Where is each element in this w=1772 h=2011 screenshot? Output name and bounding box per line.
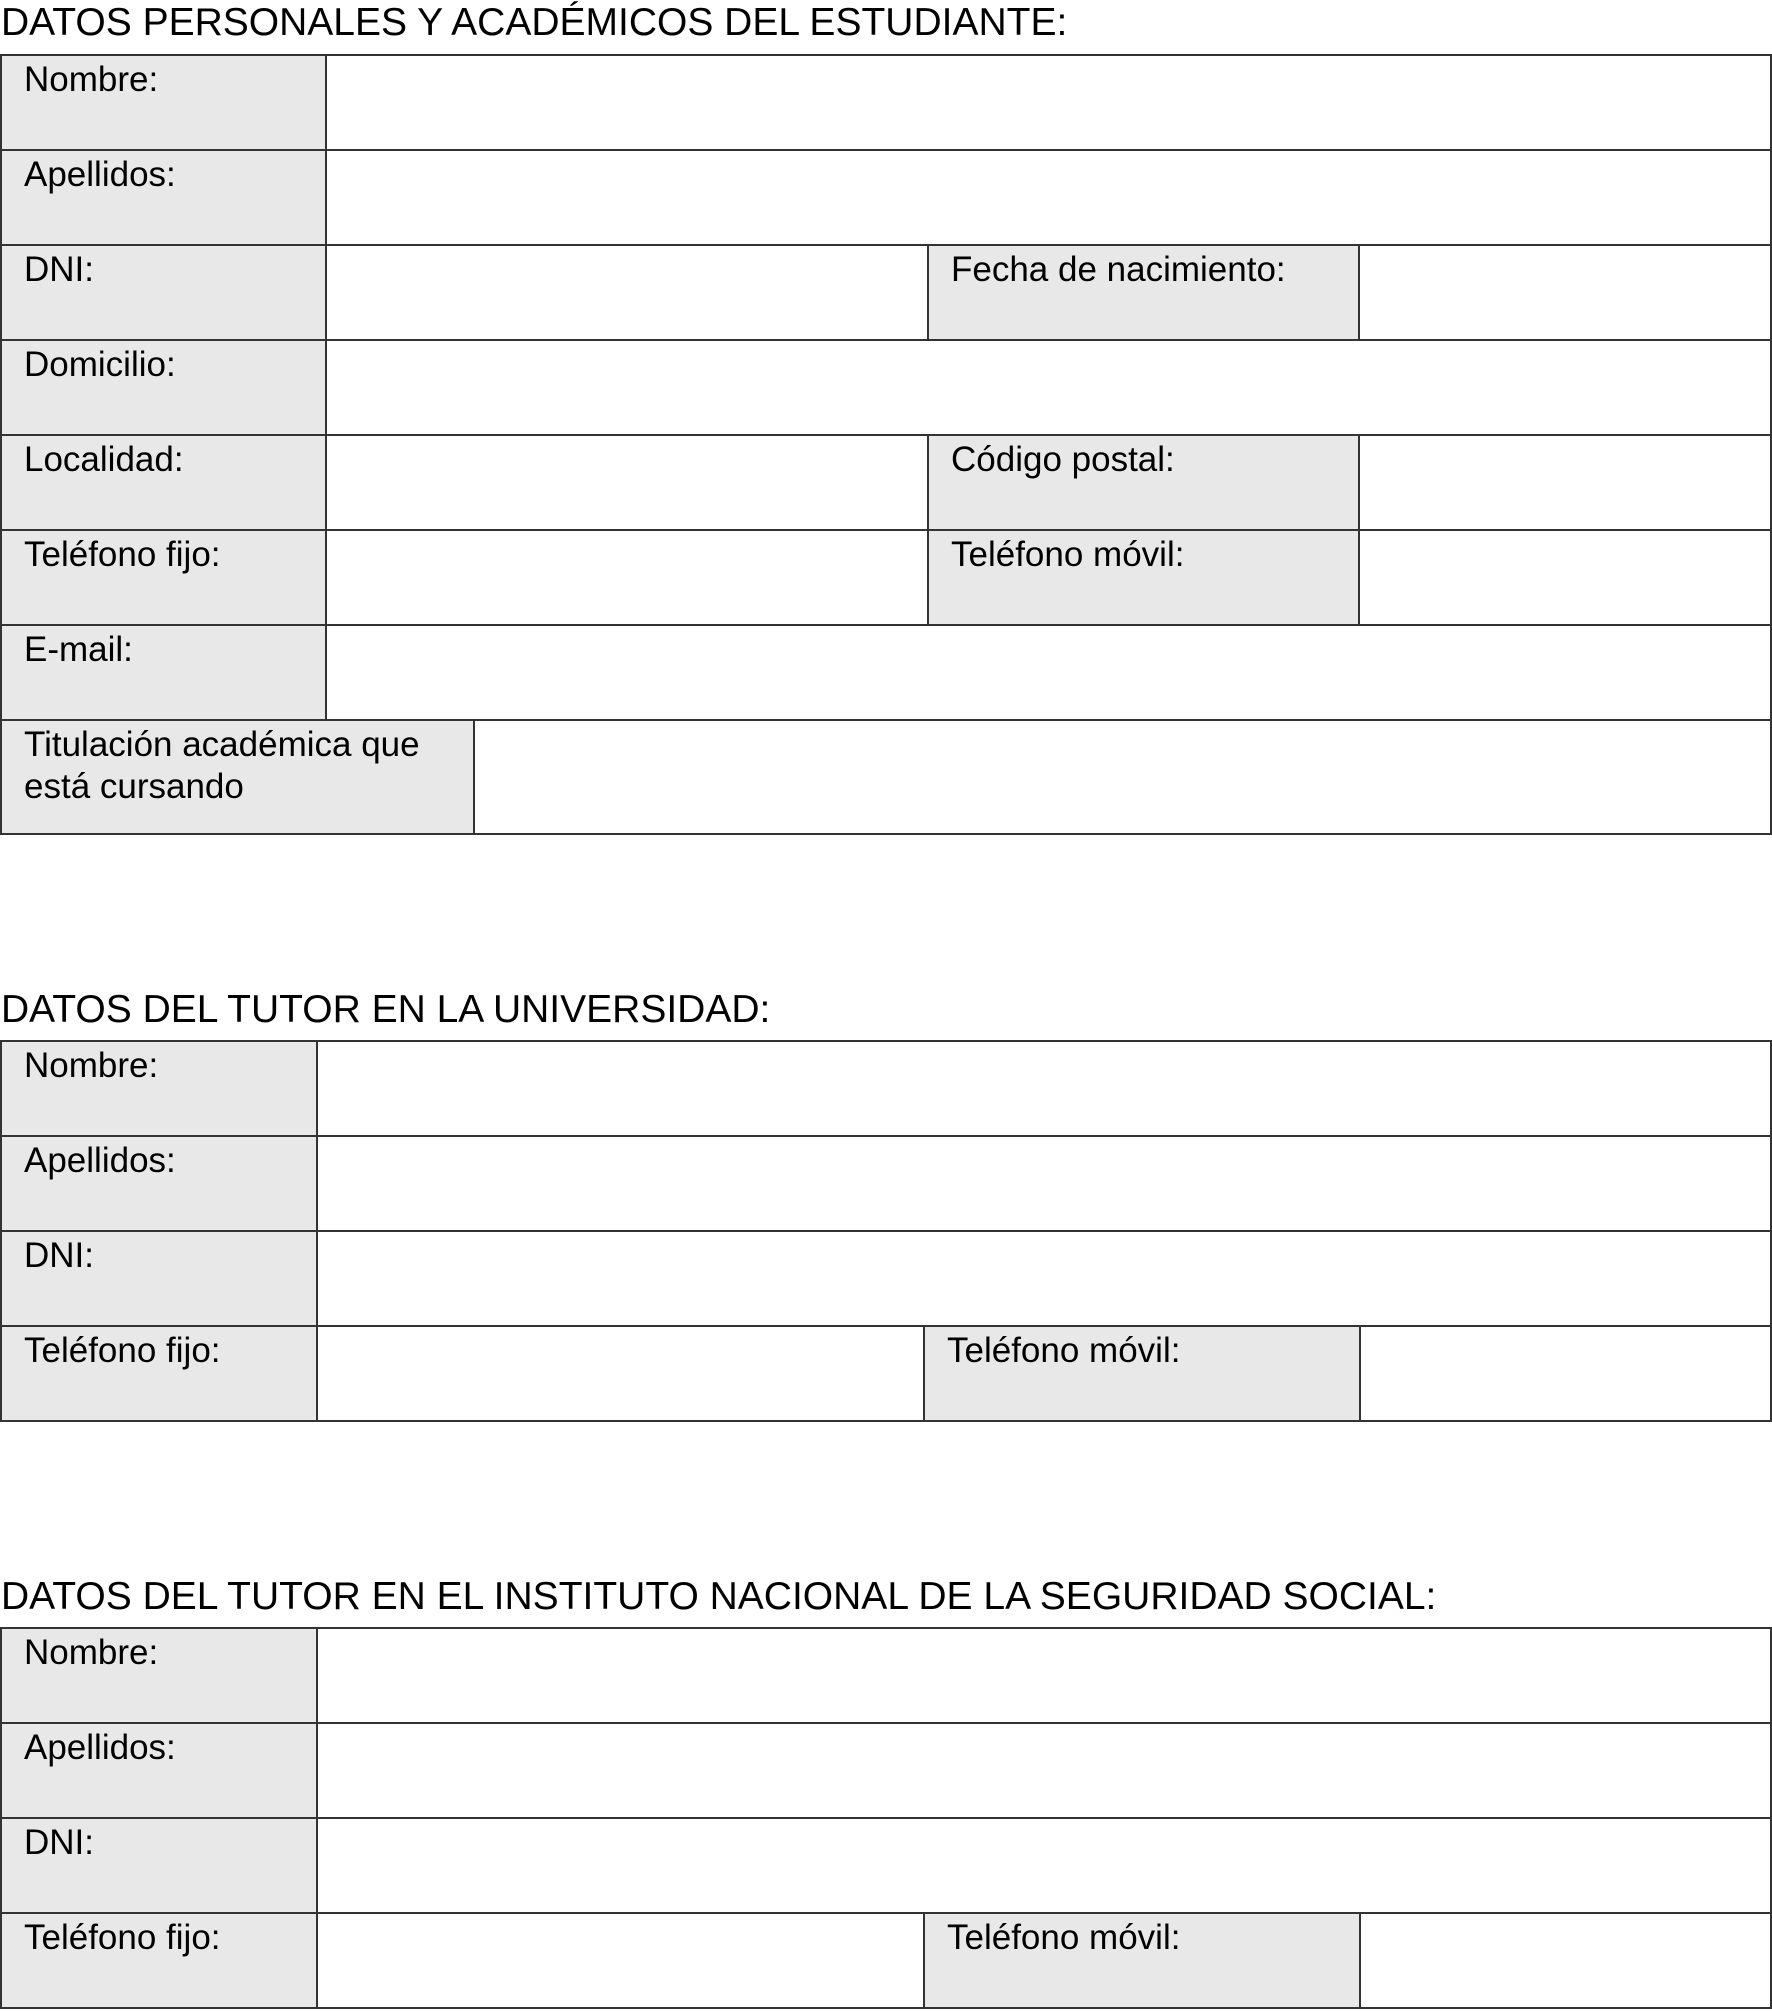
student-apellidos-label: Apellidos: <box>24 155 176 194</box>
university-tutor-telefono-movil-label: Teléfono móvil: <box>947 1331 1181 1370</box>
student-telefono-fijo-label: Teléfono fijo: <box>24 535 221 574</box>
student-localidad-field[interactable] <box>325 434 929 531</box>
inss-tutor-dni-field[interactable] <box>316 1817 1772 1914</box>
inss-tutor-nombre-label-cell <box>0 1627 318 1724</box>
student-fecha-nacimiento-field[interactable] <box>1358 244 1772 341</box>
inss-tutor-section-title: DATOS DEL TUTOR EN EL INSTITUTO NACIONAL DE LA SEGURIDAD SOCIAL: <box>1 1575 1437 1618</box>
university-tutor-nombre-label: Nombre: <box>24 1046 159 1085</box>
university-tutor-nombre-field[interactable] <box>316 1040 1772 1137</box>
inss-tutor-telefono-fijo-field[interactable] <box>316 1912 925 2009</box>
student-titulacion-label: Titulación académica que está cursando <box>24 725 420 806</box>
student-dni-label: DNI: <box>24 250 94 289</box>
student-domicilio-label: Domicilio: <box>24 345 176 384</box>
inss-tutor-telefono-fijo-label: Teléfono fijo: <box>24 1918 221 1957</box>
student-codigo-postal-label-cell <box>927 434 1360 531</box>
student-telefono-fijo-label-cell <box>0 529 327 626</box>
student-telefono-fijo-field[interactable] <box>325 529 929 626</box>
student-dni-field[interactable] <box>325 244 929 341</box>
student-apellidos-label-cell <box>0 149 327 246</box>
student-localidad-label-cell <box>0 434 327 531</box>
university-tutor-telefono-fijo-field[interactable] <box>316 1325 925 1422</box>
student-titulacion-field[interactable] <box>473 719 1772 835</box>
inss-tutor-nombre-field[interactable] <box>316 1627 1772 1724</box>
university-tutor-dni-field[interactable] <box>316 1230 1772 1327</box>
university-tutor-telefono-fijo-label-cell <box>0 1325 318 1422</box>
inss-tutor-telefono-movil-field[interactable] <box>1359 1912 1772 2009</box>
student-email-field[interactable] <box>325 624 1772 721</box>
student-domicilio-label-cell <box>0 339 327 436</box>
inss-tutor-dni-label-cell <box>0 1817 318 1914</box>
inss-tutor-telefono-movil-label-cell <box>923 1912 1361 2009</box>
student-nombre-field[interactable] <box>325 54 1772 151</box>
inss-tutor-apellidos-label: Apellidos: <box>24 1728 176 1767</box>
student-telefono-movil-label: Teléfono móvil: <box>951 535 1185 574</box>
student-domicilio-field[interactable] <box>325 339 1772 436</box>
student-codigo-postal-field[interactable] <box>1358 434 1772 531</box>
student-titulacion-label-cell <box>0 719 475 835</box>
university-tutor-telefono-movil-label-cell <box>923 1325 1361 1422</box>
student-codigo-postal-label: Código postal: <box>951 440 1175 479</box>
student-email-label-cell <box>0 624 327 721</box>
inss-tutor-dni-label: DNI: <box>24 1823 94 1862</box>
university-tutor-telefono-fijo-label: Teléfono fijo: <box>24 1331 221 1370</box>
university-tutor-apellidos-label: Apellidos: <box>24 1141 176 1180</box>
university-tutor-section-title: DATOS DEL TUTOR EN LA UNIVERSIDAD: <box>1 988 771 1031</box>
student-nombre-label: Nombre: <box>24 60 159 99</box>
inss-tutor-apellidos-label-cell <box>0 1722 318 1819</box>
inss-tutor-apellidos-field[interactable] <box>316 1722 1772 1819</box>
student-fecha-nacimiento-label: Fecha de nacimiento: <box>951 250 1286 289</box>
student-section-title: DATOS PERSONALES Y ACADÉMICOS DEL ESTUDIANTE: <box>1 1 1068 44</box>
inss-tutor-telefono-movil-label: Teléfono móvil: <box>947 1918 1181 1957</box>
student-apellidos-field[interactable] <box>325 149 1772 246</box>
university-tutor-dni-label: DNI: <box>24 1236 94 1275</box>
university-tutor-nombre-label-cell <box>0 1040 318 1137</box>
student-fecha-nacimiento-label-cell <box>927 244 1360 341</box>
student-nombre-label-cell <box>0 54 327 151</box>
inss-tutor-nombre-label: Nombre: <box>24 1633 159 1672</box>
student-telefono-movil-field[interactable] <box>1358 529 1772 626</box>
inss-tutor-telefono-fijo-label-cell <box>0 1912 318 2009</box>
university-tutor-telefono-movil-field[interactable] <box>1359 1325 1772 1422</box>
student-email-label: E-mail: <box>24 630 133 669</box>
student-localidad-label: Localidad: <box>24 440 184 479</box>
university-tutor-apellidos-label-cell <box>0 1135 318 1232</box>
student-dni-label-cell <box>0 244 327 341</box>
university-tutor-apellidos-field[interactable] <box>316 1135 1772 1232</box>
university-tutor-dni-label-cell <box>0 1230 318 1327</box>
student-telefono-movil-label-cell <box>927 529 1360 626</box>
